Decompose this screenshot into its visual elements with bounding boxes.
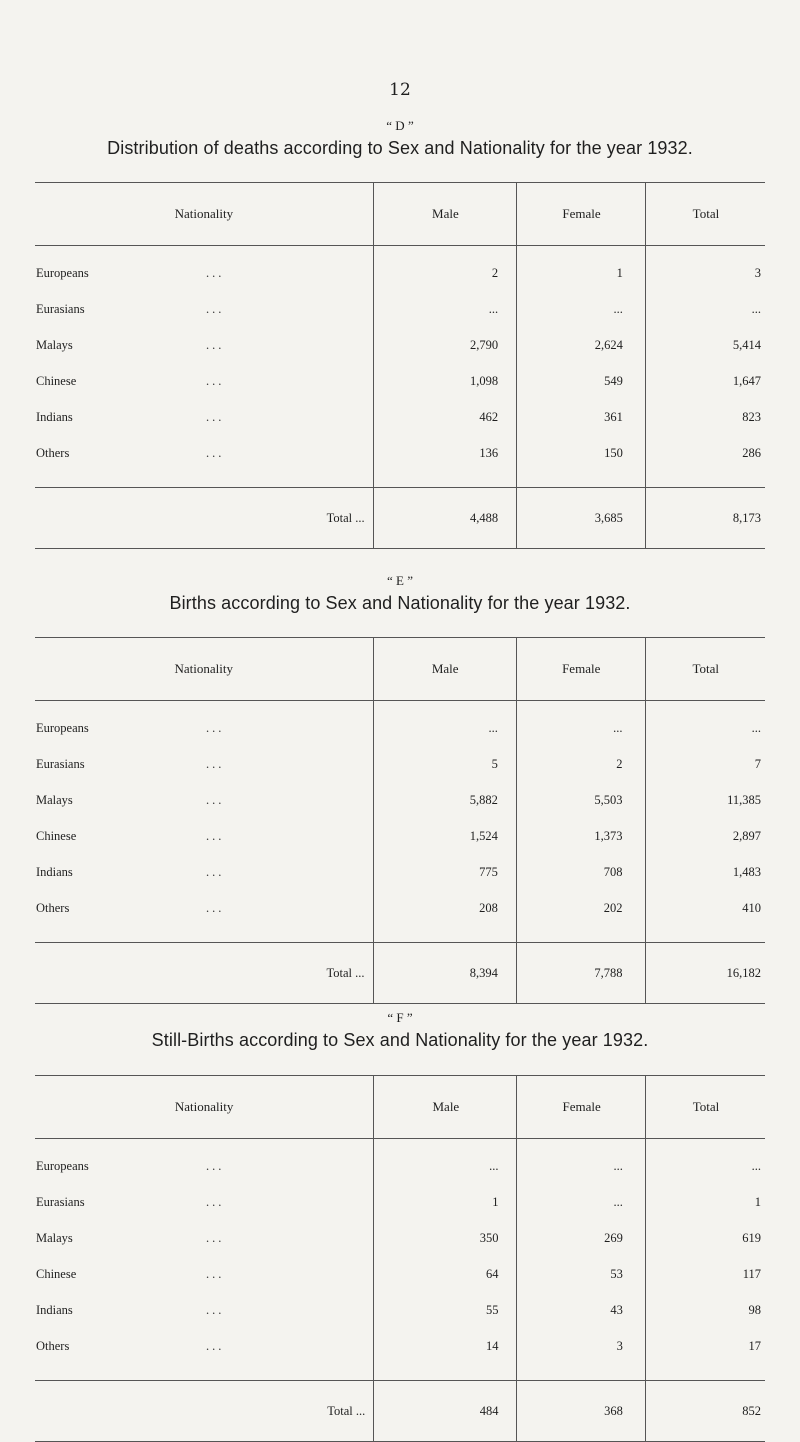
leader-dots: ... [206, 864, 225, 879]
nationality-cell: Malays [36, 337, 73, 352]
section-d-heading [0, 118, 800, 159]
leader-dots: ... [355, 965, 365, 980]
leader-dots: ... [206, 409, 225, 424]
table-row [35, 1220, 765, 1256]
grand-total-cell: 8,173 [645, 488, 765, 549]
section-title: Distribution of deaths according to Sex and Nationality for the year 1932. [107, 138, 693, 158]
section-title: Still-Births according to Sex and Nationality for the year 1932. [151, 1030, 649, 1050]
header-total: Total [645, 183, 765, 246]
table-header-row [35, 183, 765, 246]
leader-dots: ... [206, 828, 225, 843]
female-cell: 150 [517, 435, 646, 471]
total-cell: 823 [645, 399, 765, 435]
female-cell: 43 [517, 1292, 645, 1328]
nationality-cell: Eurasians [36, 1194, 85, 1209]
female-total-cell: 3,685 [517, 488, 646, 549]
male-total-cell: 4,488 [373, 488, 516, 549]
male-cell: ... [373, 291, 516, 327]
header-male: Male [374, 1076, 517, 1139]
total-cell: 286 [645, 435, 765, 471]
leader-dots: ... [206, 301, 225, 316]
leader-dots: ... [206, 1158, 225, 1173]
female-cell: 269 [517, 1220, 645, 1256]
female-cell: 202 [516, 890, 645, 926]
header-total: Total [645, 638, 765, 701]
header-nationality: Nationality [35, 638, 373, 701]
total-cell: 17 [645, 1328, 765, 1364]
nationality-cell: Malays [36, 1230, 73, 1245]
nationality-cell: Europeans [36, 265, 89, 280]
total-cell: 619 [645, 1220, 765, 1256]
table-row [35, 1328, 765, 1364]
header-male: Male [373, 183, 516, 246]
male-cell: 462 [373, 399, 516, 435]
male-total-cell: 8,394 [373, 943, 516, 1004]
female-cell: 3 [517, 1328, 645, 1364]
table-row [35, 1184, 765, 1220]
male-cell: 14 [374, 1328, 517, 1364]
male-cell: 2,790 [373, 327, 516, 363]
nationality-cell: Chinese [36, 373, 77, 388]
total-cell: 3 [645, 246, 765, 292]
table-header-row [35, 1076, 765, 1139]
leader-dots: ... [206, 1266, 225, 1281]
male-cell: 5 [373, 746, 516, 782]
female-cell: ... [516, 701, 645, 747]
leader-dots: ... [206, 900, 225, 915]
section-letter: “ F ” [387, 1010, 413, 1025]
header-female: Female [517, 1076, 645, 1139]
male-cell: ... [373, 701, 516, 747]
total-cell: 2,897 [645, 818, 765, 854]
table-row [35, 399, 765, 435]
female-cell: ... [517, 291, 646, 327]
female-total-cell: 7,788 [516, 943, 645, 1004]
nationality-cell: Europeans [36, 720, 89, 735]
female-cell: 2,624 [517, 327, 646, 363]
leader-dots: ... [206, 373, 225, 388]
nationality-cell: Others [36, 1338, 70, 1353]
female-cell: 1 [517, 246, 646, 292]
female-total-cell: 368 [517, 1381, 645, 1442]
nationality-cell: Others [36, 900, 70, 915]
male-cell: 2 [373, 246, 516, 292]
total-cell: 1,647 [645, 363, 765, 399]
page-number: 12 [389, 80, 411, 100]
total-cell: 7 [645, 746, 765, 782]
leader-dots: ... [206, 337, 225, 352]
leader-dots: ... [206, 1338, 225, 1353]
table-row [35, 363, 765, 399]
nationality-cell: Others [36, 445, 70, 460]
section-f-heading [0, 1010, 800, 1051]
nationality-cell: Eurasians [36, 756, 85, 771]
table-row [35, 818, 765, 854]
table-row [35, 1292, 765, 1328]
female-cell: 1,373 [516, 818, 645, 854]
nationality-cell: Indians [36, 409, 73, 424]
table-row [35, 701, 765, 747]
grand-total-cell: 16,182 [645, 943, 765, 1004]
leader-dots: ... [355, 510, 365, 525]
table-row [35, 327, 765, 363]
leader-dots: ... [206, 1230, 225, 1245]
total-cell: 5,414 [645, 327, 765, 363]
table-row [35, 890, 765, 926]
leader-dots: ... [206, 720, 225, 735]
male-cell: 5,882 [373, 782, 516, 818]
male-cell: 208 [373, 890, 516, 926]
male-cell: 64 [374, 1256, 517, 1292]
total-cell: ... [645, 1139, 765, 1185]
deaths-table [35, 182, 765, 549]
table-row [35, 782, 765, 818]
section-letter: “ D ” [386, 118, 414, 133]
section-e-heading [0, 573, 800, 614]
header-total: Total [645, 1076, 765, 1139]
total-label: Total [326, 510, 353, 525]
female-cell: 361 [517, 399, 646, 435]
female-cell: ... [517, 1184, 645, 1220]
leader-dots: ... [206, 1302, 225, 1317]
male-cell: 55 [374, 1292, 517, 1328]
nationality-cell: Chinese [36, 828, 77, 843]
total-cell: 410 [645, 890, 765, 926]
female-cell: 53 [517, 1256, 645, 1292]
grand-total-cell: 852 [645, 1381, 765, 1442]
nationality-cell: Indians [36, 1302, 73, 1317]
total-cell: 98 [645, 1292, 765, 1328]
male-cell: 136 [373, 435, 516, 471]
male-cell: 1,098 [373, 363, 516, 399]
header-nationality: Nationality [35, 183, 373, 246]
male-cell: ... [374, 1139, 517, 1185]
births-table [35, 637, 765, 1004]
female-cell: ... [517, 1139, 645, 1185]
leader-dots: ... [206, 756, 225, 771]
nationality-cell: Europeans [36, 1158, 89, 1173]
header-female: Female [516, 638, 645, 701]
total-cell: ... [645, 291, 765, 327]
leader-dots: ... [206, 445, 225, 460]
leader-dots: ... [206, 792, 225, 807]
male-cell: 775 [373, 854, 516, 890]
total-cell: 117 [645, 1256, 765, 1292]
still-births-table [35, 1075, 765, 1442]
table-row [35, 854, 765, 890]
totals-row [35, 1381, 765, 1442]
table-row [35, 435, 765, 471]
leader-dots: ... [206, 1194, 225, 1209]
female-cell: 5,503 [516, 782, 645, 818]
total-cell: 1,483 [645, 854, 765, 890]
total-cell: 1 [645, 1184, 765, 1220]
male-cell: 1,524 [373, 818, 516, 854]
header-male: Male [373, 638, 516, 701]
female-cell: 708 [516, 854, 645, 890]
table-row [35, 291, 765, 327]
leader-dots: ... [355, 1403, 366, 1418]
male-cell: 350 [374, 1220, 517, 1256]
nationality-cell: Malays [36, 792, 73, 807]
total-cell: ... [645, 701, 765, 747]
table-row [35, 1256, 765, 1292]
female-cell: 549 [517, 363, 646, 399]
nationality-cell: Chinese [36, 1266, 77, 1281]
nationality-cell: Eurasians [36, 301, 85, 316]
totals-row [35, 488, 765, 549]
table-header-row [35, 638, 765, 701]
total-cell: 11,385 [645, 782, 765, 818]
table-row [35, 246, 765, 292]
total-label: Total [327, 1403, 353, 1418]
header-female: Female [517, 183, 646, 246]
table-row [35, 746, 765, 782]
male-total-cell: 484 [374, 1381, 517, 1442]
table-row [35, 1139, 765, 1185]
header-nationality: Nationality [35, 1076, 374, 1139]
nationality-cell: Indians [36, 864, 73, 879]
female-cell: 2 [516, 746, 645, 782]
section-title: Births according to Sex and Nationality for the year 1932. [169, 593, 631, 613]
leader-dots: ... [206, 265, 225, 280]
totals-row [35, 943, 765, 1004]
total-label: Total [326, 965, 352, 980]
male-cell: 1 [374, 1184, 517, 1220]
section-letter: “ E ” [387, 573, 413, 588]
